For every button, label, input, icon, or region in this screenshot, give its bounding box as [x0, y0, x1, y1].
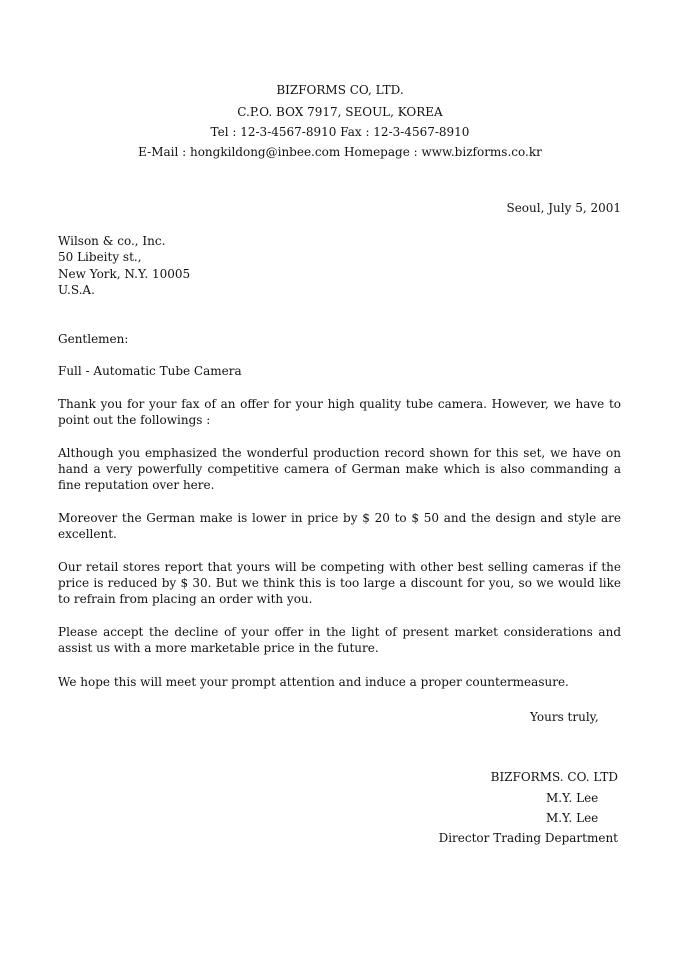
recipient-line-1: Wilson & co., Inc.	[58, 234, 166, 248]
letterhead-company: BIZFORMS CO, LTD.	[276, 83, 404, 97]
letterhead-address: C.P.O. BOX 7917, SEOUL, KOREA	[237, 105, 443, 119]
signature-company: BIZFORMS. CO. LTD	[490, 770, 618, 784]
recipient-line-3: New York, N.Y. 10005	[58, 267, 191, 281]
body-paragraph-2: Although you emphasized the wonderful production record shown for this set, we have on hand a very powerfully competitive camera of German make which is also commanding a fine reputation over here.	[58, 446, 621, 492]
body-paragraph-5: Please accept the decline of your offer in the light of present market considerations and assist us with a more marketable price in the future.	[58, 625, 621, 655]
letterhead-email-homepage: E-Mail : hongkildong@inbee.com Homepage : www.bizforms.co.kr	[138, 145, 542, 159]
signature-name-2: M.Y. Lee	[546, 811, 599, 825]
body-paragraph-3: Moreover the German make is lower in price by $ 20 to $ 50 and the design and style are excellent.	[58, 511, 621, 541]
signature-title: Director Trading Department	[438, 831, 618, 845]
salutation: Gentlemen:	[58, 332, 129, 346]
body-paragraph-4: Our retail stores report that yours will be competing with other best selling cameras if the price is reduced by $ 30. But we think this is too large a discount for you, so we would like to refrain from placing an order with you.	[58, 560, 621, 606]
letter-date: Seoul, July 5, 2001	[506, 201, 621, 215]
body-paragraph-6: We hope this will meet your prompt attention and induce a proper countermeasure.	[58, 675, 569, 689]
signature-name-1: M.Y. Lee	[546, 791, 599, 805]
closing: Yours truly,	[530, 710, 599, 724]
recipient-line-2: 50 Libeity st.,	[58, 250, 142, 264]
body-paragraph-1: Thank you for your fax of an offer for your high quality tube camera. However, we have to point out the followings :	[58, 397, 621, 427]
subject-line: Full - Automatic Tube Camera	[58, 364, 242, 378]
letterhead-tel-fax: Tel : 12-3-4567-8910 Fax : 12-3-4567-8910	[210, 125, 470, 139]
recipient-line-4: U.S.A.	[58, 283, 95, 297]
